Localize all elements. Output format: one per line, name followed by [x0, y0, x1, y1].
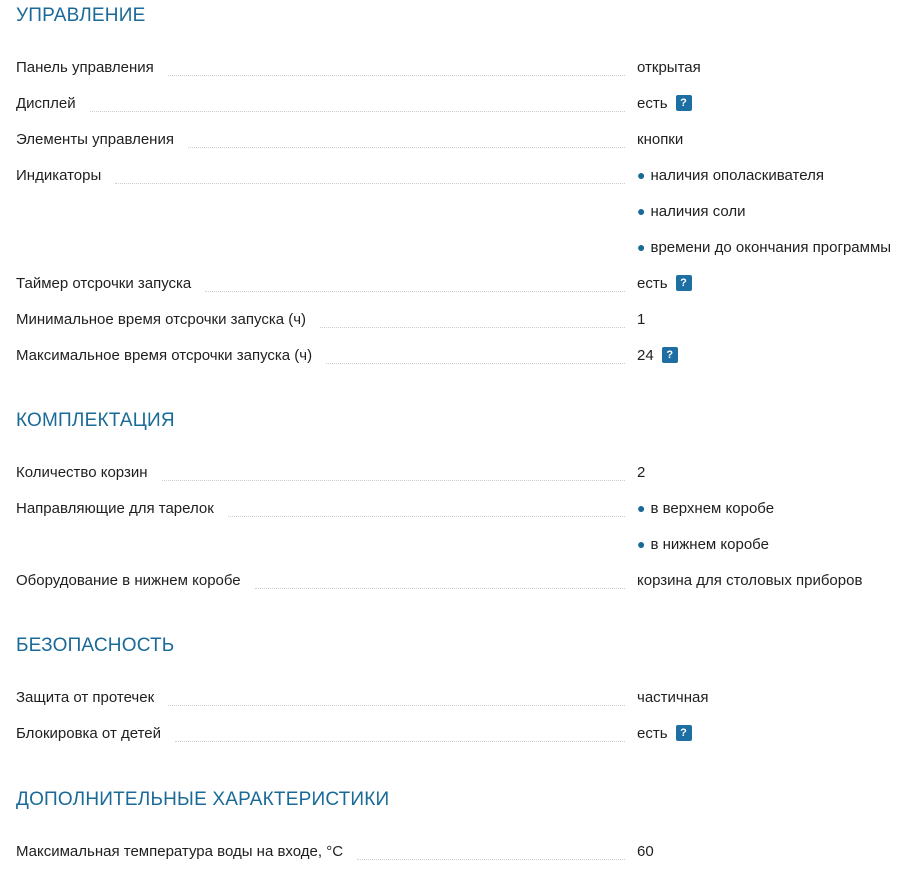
dotted-leader — [320, 327, 625, 328]
section-title-additional: ДОПОЛНИТЕЛЬНЫЕ ХАРАКТЕРИСТИКИ — [16, 789, 390, 810]
spec-value-text: 2 — [637, 463, 646, 481]
spec-value-text: есть — [637, 724, 668, 742]
spec-label-cell — [16, 275, 637, 292]
spec-value — [637, 572, 862, 589]
spec-row — [16, 490, 916, 526]
spec-label: Количество корзин — [16, 463, 148, 481]
dotted-leader — [168, 75, 625, 76]
spec-row — [16, 157, 916, 193]
spec-label: Таймер отсрочки запуска — [16, 274, 192, 292]
dotted-leader — [228, 516, 625, 517]
help-icon[interactable]: ? — [676, 95, 692, 111]
spec-value — [637, 59, 701, 76]
spec-value-text: открытая — [637, 58, 701, 76]
spec-label: Оборудование в нижнем коробе — [16, 571, 241, 589]
spec-label-cell — [16, 464, 637, 481]
spec-value — [637, 131, 683, 148]
spec-row — [16, 265, 916, 301]
spec-value — [637, 464, 645, 481]
section-title-equipment: КОМПЛЕКТАЦИЯ — [16, 410, 175, 431]
spec-label: Максимальное время отсрочки запуска (ч) — [16, 346, 313, 364]
spec-value — [637, 536, 769, 553]
spec-value — [637, 203, 746, 220]
bullet-icon: ● — [637, 500, 646, 516]
dotted-leader — [357, 859, 625, 860]
help-icon[interactable]: ? — [676, 725, 692, 741]
spec-label: Защита от протечек — [16, 688, 155, 706]
dotted-leader — [175, 741, 625, 742]
spec-value — [637, 167, 824, 184]
spec-label-cell — [16, 689, 637, 706]
section-title-safety: БЕЗОПАСНОСТЬ — [16, 635, 175, 656]
spec-value-text: есть — [637, 94, 668, 112]
spec-row — [16, 454, 916, 490]
spec-row — [16, 193, 916, 229]
spec-value-text: 60 — [637, 842, 654, 860]
dotted-leader — [115, 183, 625, 184]
spec-label: Максимальная температура воды на входе, °C — [16, 842, 344, 860]
spec-value — [637, 725, 692, 742]
spec-value — [637, 843, 654, 860]
spec-value — [637, 95, 692, 112]
spec-value — [637, 275, 692, 292]
spec-row — [16, 49, 916, 85]
spec-value — [637, 347, 678, 364]
spec-label-cell — [16, 59, 637, 76]
spec-value-text: корзина для столовых приборов — [637, 571, 863, 589]
dotted-leader — [326, 363, 625, 364]
spec-value-text: времени до окончания программы — [650, 238, 892, 256]
spec-value — [637, 239, 891, 256]
spec-value-text: 1 — [637, 310, 646, 328]
spec-label-cell — [16, 843, 637, 860]
help-icon[interactable]: ? — [662, 347, 678, 363]
spec-value-text: кнопки — [637, 130, 684, 148]
spec-row — [16, 85, 916, 121]
spec-row — [16, 301, 916, 337]
spec-row — [16, 526, 916, 562]
spec-value-text: в нижнем коробе — [650, 535, 769, 553]
spec-label-cell — [16, 347, 637, 364]
spec-row — [16, 562, 916, 598]
spec-row — [16, 679, 916, 715]
spec-label-cell — [16, 572, 637, 589]
bullet-icon: ● — [637, 203, 646, 219]
spec-label-cell — [16, 95, 637, 112]
section-title-controls: УПРАВЛЕНИЕ — [16, 5, 146, 26]
dotted-leader — [205, 291, 625, 292]
spec-row — [16, 715, 916, 751]
spec-value — [637, 311, 645, 328]
spec-label-cell — [16, 311, 637, 328]
spec-value-text: есть — [637, 274, 668, 292]
spec-value-text: частичная — [637, 688, 709, 706]
spec-label-cell — [16, 725, 637, 742]
spec-label: Элементы управления — [16, 130, 174, 148]
spec-value-text: наличия соли — [650, 202, 746, 220]
bullet-icon: ● — [637, 536, 646, 552]
spec-label: Направляющие для тарелок — [16, 499, 214, 517]
spec-label-cell — [16, 131, 637, 148]
spec-label: Блокировка от детей — [16, 724, 162, 742]
spec-value-text: наличия ополаскивателя — [650, 166, 824, 184]
spec-label: Дисплей — [16, 94, 76, 112]
spec-label: Минимальное время отсрочки запуска (ч) — [16, 310, 307, 328]
dotted-leader — [162, 480, 625, 481]
spec-row — [16, 833, 916, 869]
spec-value — [637, 689, 708, 706]
spec-label: Панель управления — [16, 58, 154, 76]
bullet-icon: ● — [637, 239, 646, 255]
dotted-leader — [255, 588, 625, 589]
spec-row — [16, 337, 916, 373]
spec-label-cell — [16, 500, 637, 517]
dotted-leader — [168, 705, 625, 706]
help-icon[interactable]: ? — [676, 275, 692, 291]
spec-row — [16, 229, 916, 265]
spec-value-text: 24 — [637, 346, 654, 364]
dotted-leader — [188, 147, 625, 148]
spec-row — [16, 121, 916, 157]
spec-value-text: в верхнем коробе — [650, 499, 775, 517]
spec-label: Индикаторы — [16, 166, 102, 184]
spec-value — [637, 500, 774, 517]
spec-label-cell — [16, 167, 637, 184]
dotted-leader — [90, 111, 625, 112]
bullet-icon: ● — [637, 167, 646, 183]
